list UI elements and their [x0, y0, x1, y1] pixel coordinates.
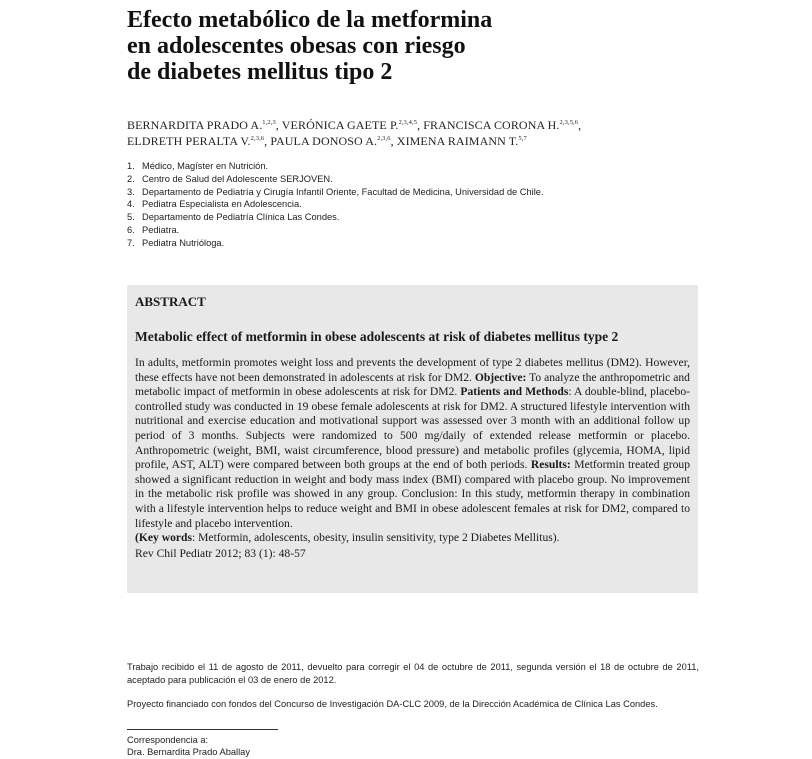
- author-line: [127, 133, 747, 149]
- title-line: Efecto metabólico de la metformina: [127, 7, 493, 33]
- title-line: en adolescentes obesas con riesgo: [127, 33, 466, 59]
- author-affiliation-marks: 2,3,6: [250, 135, 265, 142]
- abstract-keywords: [135, 531, 690, 546]
- author-affiliation-marks: 2,3,5,6: [559, 119, 579, 126]
- affiliation-text: Pediatra Especialista en Adolescencia.: [142, 199, 302, 210]
- author-line: [127, 117, 747, 133]
- author-affiliation-marks: 2,3,4,5: [398, 119, 418, 126]
- affiliation-number: 1.: [127, 161, 135, 171]
- author-name: XIMENA RAIMANN T.: [396, 134, 519, 148]
- affiliation-item: [127, 160, 747, 173]
- abstract-text: To analyze the anthropometric and metabolic impact of metformin in obese adolescents at risk for DM2.: [135, 370, 690, 399]
- abstract-results-label: Results:: [530, 458, 571, 472]
- affiliation-number: 6.: [127, 224, 135, 235]
- author-name: ELDRETH PERALTA V.: [127, 134, 251, 148]
- author-name: FRANCISCA CORONA H.: [423, 118, 560, 132]
- author-name: PAULA DONOSO A.: [270, 134, 378, 148]
- affiliation-number: 2.: [127, 173, 135, 184]
- author-affiliation-marks: 1,2,3: [262, 119, 276, 126]
- author-separator: ,: [275, 118, 282, 132]
- abstract-text: : A double-blind, placebo-controlled study was conducted in 19 obese female adolescents at risk for DM2. A structured lifestyle intervention with nutritional and exercise education and motivational support was assessed over 3 month with an additional follow up period of 3 months. Subjects were randomized to 500 mg/daily of extended release metformin or placebo. Anthropometric (weight, BMI, waist circumference, blood pressure) and metabolic profiles (glycemia, HOMA, lipid profile, AST, ALT) were compared between both groups at the end of both periods.: [135, 385, 691, 472]
- affiliation-number: 7.: [127, 237, 135, 248]
- affiliation-item: [127, 224, 747, 237]
- abstract-methods-label: Patients and Methods: [460, 385, 569, 399]
- correspondence-label: Correspondencia a:: [127, 735, 209, 745]
- affiliation-list: [127, 160, 747, 250]
- abstract-body: [135, 356, 690, 561]
- title-line: de diabetes mellitus tipo 2: [127, 59, 393, 85]
- correspondence-name: Dra. Bernardita Prado Aballay: [127, 747, 250, 757]
- author-affiliation-marks: 5,7: [518, 135, 527, 142]
- keywords-label: (Key words: [135, 531, 192, 545]
- author-separator: ,: [578, 118, 582, 132]
- affiliation-item: [127, 211, 747, 224]
- author-separator: ,: [264, 134, 271, 148]
- affiliation-text: Médico, Magíster en Nutrición.: [142, 161, 269, 171]
- affiliation-text: Pediatra Nutrióloga.: [142, 237, 225, 248]
- author-separator: ,: [390, 134, 397, 148]
- abstract-objective-label: Objective:: [474, 370, 527, 384]
- article-title: [127, 7, 687, 85]
- footnote-divider: [127, 729, 278, 730]
- author-name: BERNARDITA PRADO A.: [127, 118, 263, 132]
- affiliation-number: 4.: [127, 199, 135, 210]
- affiliation-text: Departamento de Pediatría Clínica Las Condes.: [142, 212, 340, 223]
- author-name: VERÓNICA GAETE P.: [281, 118, 399, 132]
- affiliation-number: 5.: [127, 212, 135, 223]
- journal-citation: Rev Chil Pediatr 2012; 83 (1): 48-57: [135, 546, 306, 560]
- affiliation-text: Centro de Salud del Adolescente SERJOVEN.: [142, 173, 333, 184]
- abstract-box: [127, 285, 698, 593]
- keywords-text: : Metformin, adolescents, obesity, insulin sensitivity, type 2 Diabetes Mellitus).: [192, 531, 560, 545]
- abstract-heading: ABSTRACT: [135, 294, 206, 309]
- affiliation-item: [127, 237, 747, 250]
- author-list: [127, 117, 747, 149]
- received-dates-note: Trabajo recibido el 11 de agosto de 2011, devuelto para corregir el 04 de octubre de 2011, segunda versión el 18 de octubre de 2011, aceptado para publicación el 03 de enero de 2012.: [127, 662, 699, 685]
- abstract-text: In adults, metformin promotes weight loss and prevents the development of type 2 diabetes mellitus (DM2). However, these effects have not been demonstrated in adolescents at risk for DM2.: [135, 356, 690, 384]
- affiliation-item: [127, 173, 747, 186]
- author-affiliation-marks: 2,3,6: [377, 135, 391, 142]
- abstract-english-title: Metabolic effect of metformin in obese adolescents at risk of diabetes mellitus type 2: [135, 329, 619, 344]
- affiliation-text: Departamento de Pediatría y Cirugía Infantil Oriente, Facultad de Medicina, Universidad de Chile.: [142, 186, 544, 197]
- affiliation-item: [127, 186, 747, 199]
- author-separator: ,: [417, 118, 424, 132]
- affiliation-number: 3.: [127, 186, 135, 197]
- affiliation-text: Pediatra.: [142, 224, 180, 235]
- affiliation-item: [127, 198, 747, 211]
- abstract-text: Metformin treated group showed a significant reduction in weight and body mass index (BMI) compared with placebo group. No improvement in the metabolic risk profile was showed in any group. Conclusion: In this study, metformin therapy in combination with a lifestyle intervention helps to reduce weight and BMI in obese adolescent females at risk for DM2, compared to lifestyle and placebo intervention.: [135, 458, 690, 530]
- funding-note: Proyecto financiado con fondos del Concurso de Investigación DA-CLC 2009, de la Dirección Académica de Clínica Las Condes.: [127, 699, 658, 709]
- abstract-paragraph: [135, 356, 690, 531]
